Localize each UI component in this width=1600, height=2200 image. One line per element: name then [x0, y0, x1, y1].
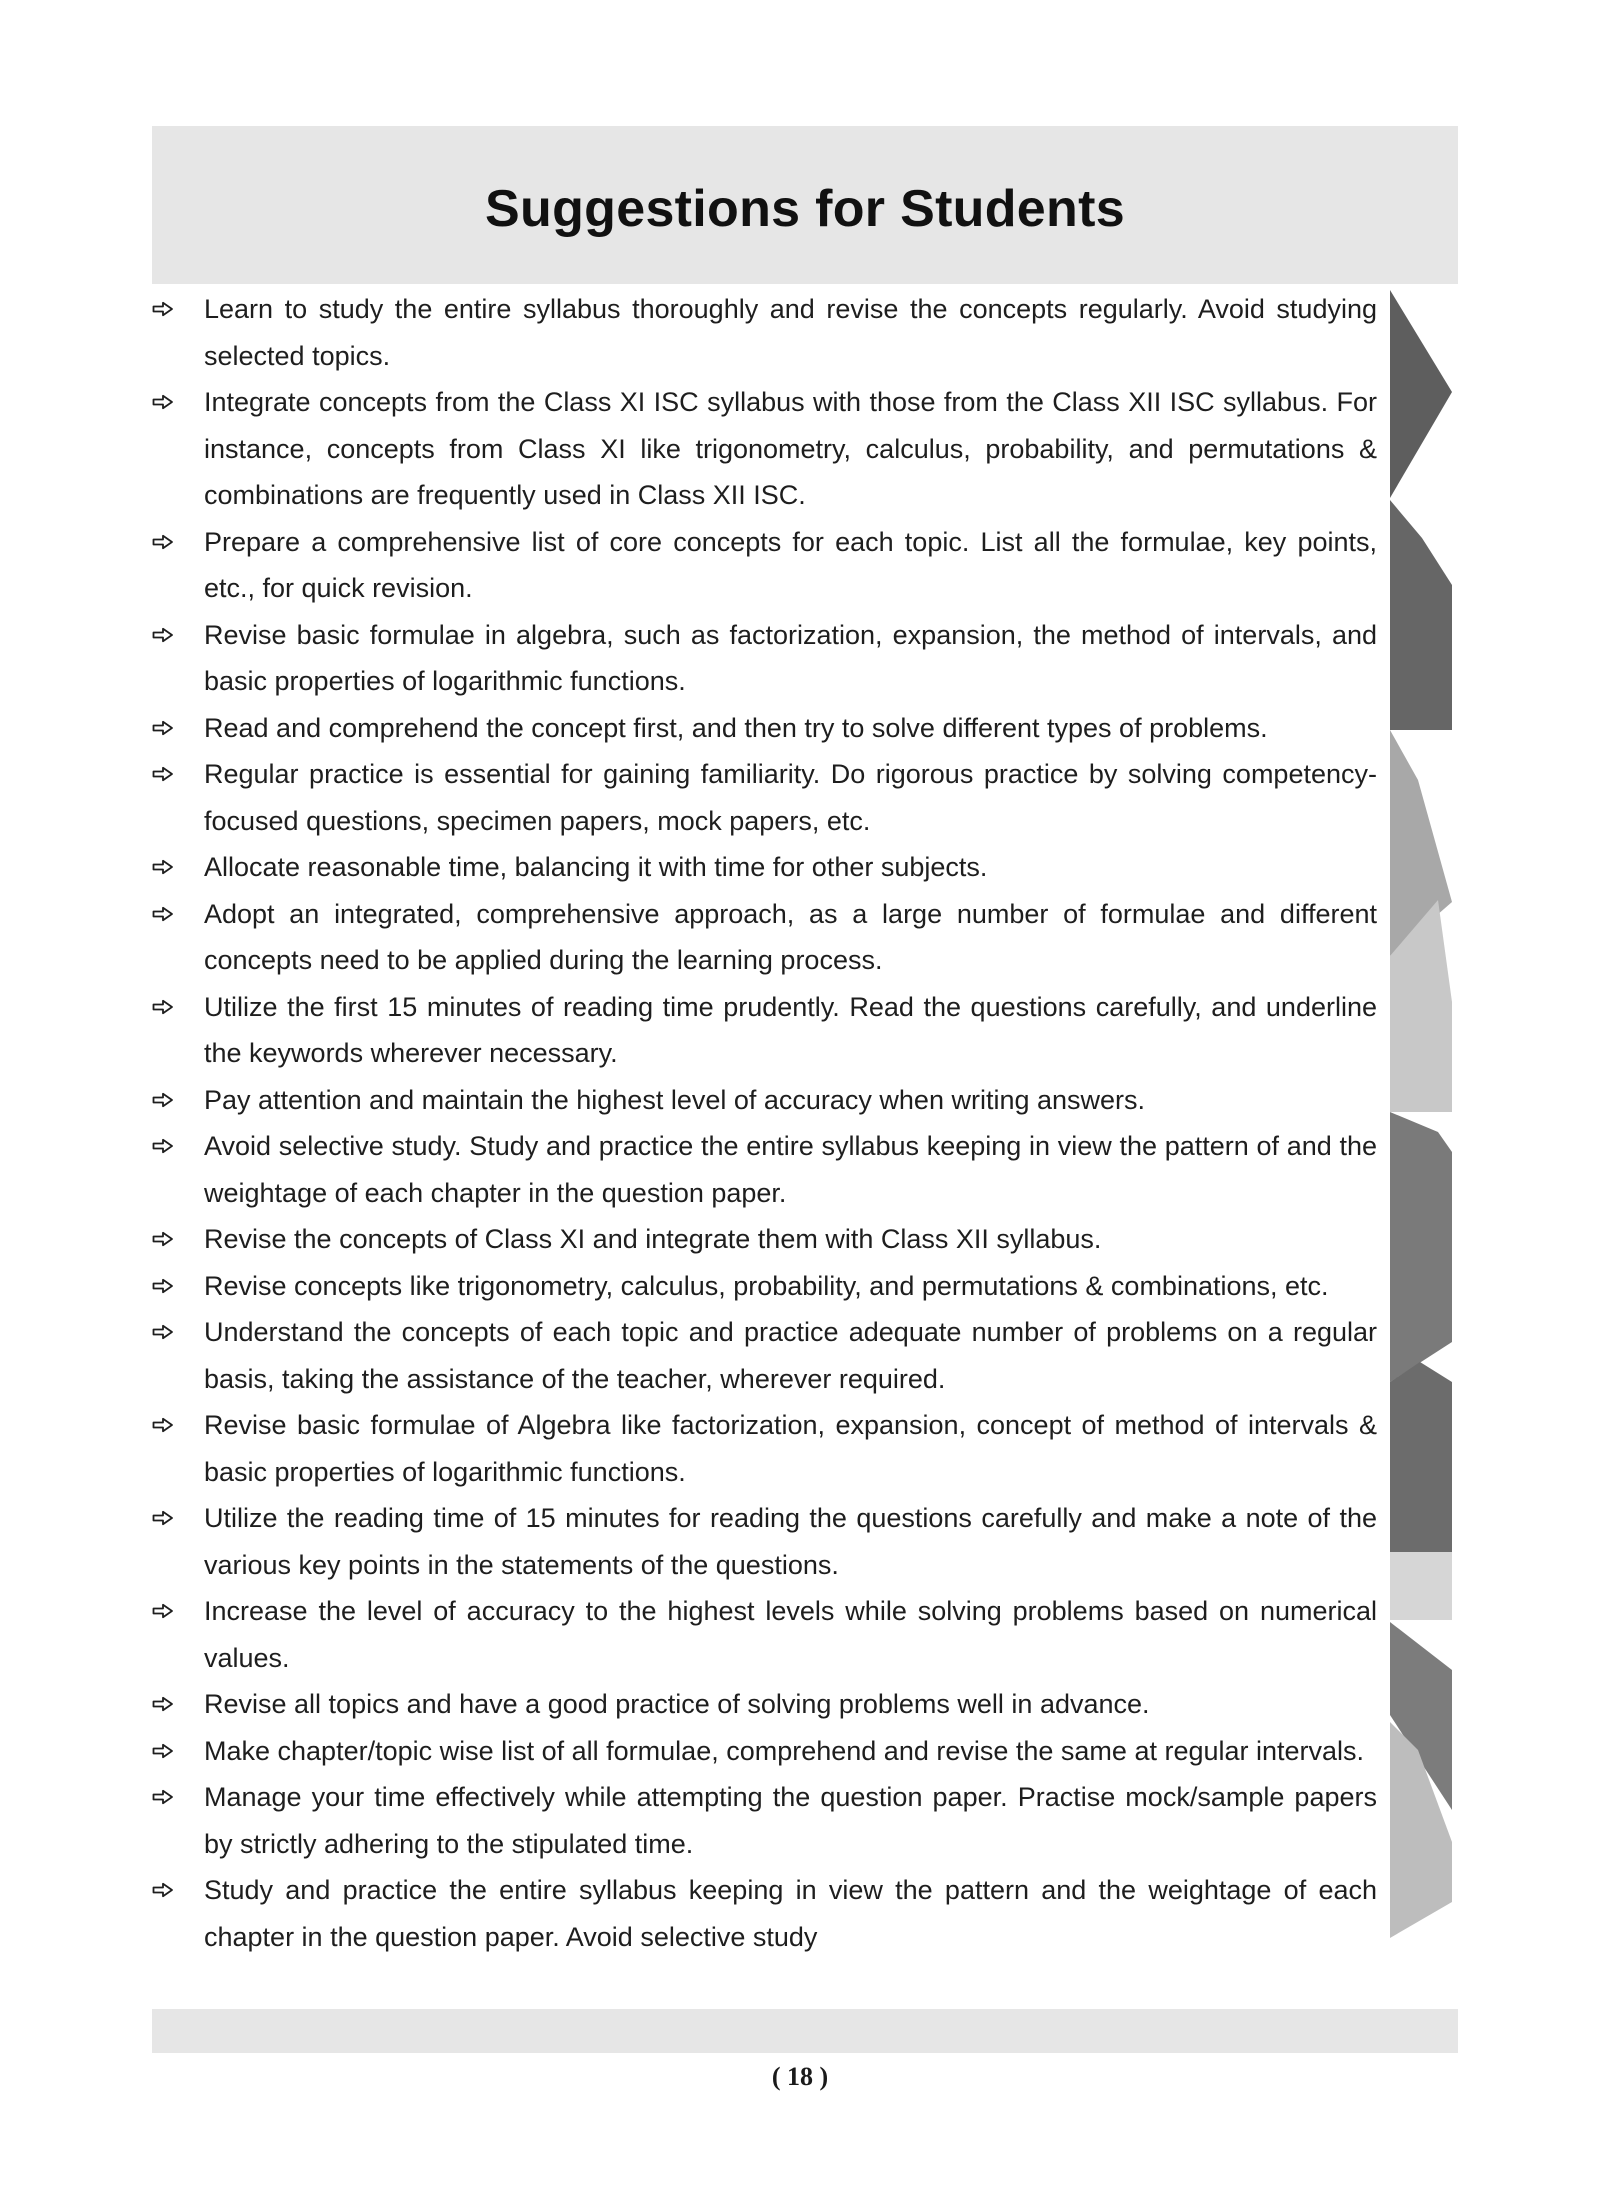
title-band — [152, 126, 1458, 284]
suggestion-text: Learn to study the entire syllabus thoroughly and revise the concepts regularly. Avoid studying selected topics. — [204, 294, 1377, 371]
right-arrow-outline-icon — [152, 1882, 174, 1898]
suggestion-item — [152, 286, 1377, 379]
right-arrow-outline-icon — [152, 1743, 174, 1759]
suggestion-text: Revise all topics and have a good practice of solving problems well in advance. — [204, 1689, 1150, 1719]
right-arrow-outline-icon — [152, 906, 174, 922]
suggestion-text: Avoid selective study. Study and practice the entire syllabus keeping in view the pattern of and the weightage of each chapter in the question paper. — [204, 1131, 1377, 1208]
suggestion-text: Understand the concepts of each topic and practice adequate number of problems on a regular basis, taking the assistance of the teacher, wherever required. — [204, 1317, 1377, 1394]
right-arrow-outline-icon — [152, 1138, 174, 1154]
side-shape-1 — [1390, 290, 1452, 498]
suggestion-item — [152, 1402, 1377, 1495]
right-arrow-outline-icon — [152, 627, 174, 643]
suggestion-text: Revise the concepts of Class XI and integrate them with Class XII syllabus. — [204, 1224, 1102, 1254]
right-arrow-outline-icon — [152, 720, 174, 736]
suggestion-item — [152, 1309, 1377, 1402]
suggestion-text: Increase the level of accuracy to the highest levels while solving problems based on numerical values. — [204, 1596, 1377, 1673]
right-arrow-outline-icon — [152, 1278, 174, 1294]
suggestion-text: Revise basic formulae of Algebra like factorization, expansion, concept of method of intervals & basic properties of logarithmic functions. — [204, 1410, 1377, 1487]
right-arrow-outline-icon — [152, 1324, 174, 1340]
suggestion-item — [152, 612, 1377, 705]
suggestion-item — [152, 1774, 1377, 1867]
right-arrow-outline-icon — [152, 859, 174, 875]
suggestion-text: Regular practice is essential for gaining familiarity. Do rigorous practice by solving competency-focused questions, specimen papers, mock papers, etc. — [204, 759, 1377, 836]
side-shape-5 — [1390, 1112, 1452, 1382]
right-arrow-outline-icon — [152, 301, 174, 317]
suggestion-text: Pay attention and maintain the highest level of accuracy when writing answers. — [204, 1084, 1146, 1115]
footer-band — [152, 2009, 1458, 2053]
suggestion-item — [152, 984, 1377, 1077]
suggestion-item — [152, 379, 1377, 519]
suggestion-text: Manage your time effectively while attempting the question paper. Practise mock/sample papers by strictly adhering to the stipulated time. — [204, 1782, 1377, 1859]
suggestion-text: Adopt an integrated, comprehensive approach, as a large number of formulae and different concepts need to be applied during the learning process. — [204, 898, 1377, 975]
right-arrow-outline-icon — [152, 1231, 174, 1247]
right-arrow-outline-icon — [152, 1696, 174, 1712]
suggestion-item — [152, 1263, 1377, 1310]
right-arrow-outline-icon — [152, 394, 174, 410]
suggestion-item — [152, 844, 1377, 891]
suggestion-item — [152, 1123, 1377, 1216]
right-arrow-outline-icon — [152, 1092, 174, 1108]
suggestion-text: Read and comprehend the concept first, and then try to solve different types of problems. — [204, 712, 1268, 743]
suggestion-text: Allocate reasonable time, balancing it with time for other subjects. — [204, 852, 988, 882]
suggestion-text: Make chapter/topic wise list of all formulae, comprehend and revise the same at regular intervals. — [204, 1735, 1365, 1766]
side-shape-6 — [1390, 1362, 1452, 1552]
suggestion-item — [152, 519, 1377, 612]
suggestion-text: Study and practice the entire syllabus keeping in view the pattern and the weightage of each chapter in the question paper. Avoid selective study — [204, 1875, 1377, 1952]
suggestion-list — [152, 286, 1377, 1960]
page-number: ( 18 ) — [771, 2062, 829, 2091]
right-arrow-outline-icon — [152, 1789, 174, 1805]
suggestion-item — [152, 1077, 1377, 1124]
suggestion-text: Prepare a comprehensive list of core concepts for each topic. List all the formulae, key points, etc., for quick revision. — [204, 526, 1377, 603]
suggestion-item — [152, 751, 1377, 844]
suggestion-text: Revise basic formulae in algebra, such as factorization, expansion, the method of intervals, and basic properties of logarithmic functions. — [204, 619, 1377, 696]
suggestion-item — [152, 1495, 1377, 1588]
page-title: Suggestions for Students — [485, 180, 1125, 238]
suggestion-item — [152, 1728, 1377, 1775]
suggestion-item — [152, 1681, 1377, 1728]
suggestion-item — [152, 1588, 1377, 1681]
right-arrow-outline-icon — [152, 1510, 174, 1526]
suggestion-text: Utilize the reading time of 15 minutes for reading the questions carefully and make a note of the various key points in the statements of the questions. — [204, 1503, 1377, 1580]
side-shape-2 — [1390, 500, 1452, 730]
side-shape-7 — [1390, 1552, 1452, 1620]
suggestion-item — [152, 705, 1377, 752]
right-arrow-outline-icon — [152, 1417, 174, 1433]
right-arrow-outline-icon — [152, 1603, 174, 1619]
right-arrow-outline-icon — [152, 766, 174, 782]
suggestion-text: Revise concepts like trigonometry, calculus, probability, and permutations & combinations, etc. — [204, 1270, 1329, 1301]
suggestion-text: Utilize the first 15 minutes of reading time prudently. Read the questions carefully, and underline the keywords wherever necessary. — [204, 991, 1377, 1068]
right-arrow-outline-icon — [152, 999, 174, 1015]
suggestion-text: Integrate concepts from the Class XI ISC syllabus with those from the Class XII ISC syllabus. For instance, concepts from Class XI like trigonometry, calculus, probability, and permutations & combinations are frequently used in Class XII ISC. — [204, 387, 1377, 510]
suggestion-item — [152, 1867, 1377, 1960]
suggestion-item — [152, 1216, 1377, 1263]
suggestion-item — [152, 891, 1377, 984]
side-decoration-strip — [1390, 290, 1460, 1970]
right-arrow-outline-icon — [152, 534, 174, 550]
